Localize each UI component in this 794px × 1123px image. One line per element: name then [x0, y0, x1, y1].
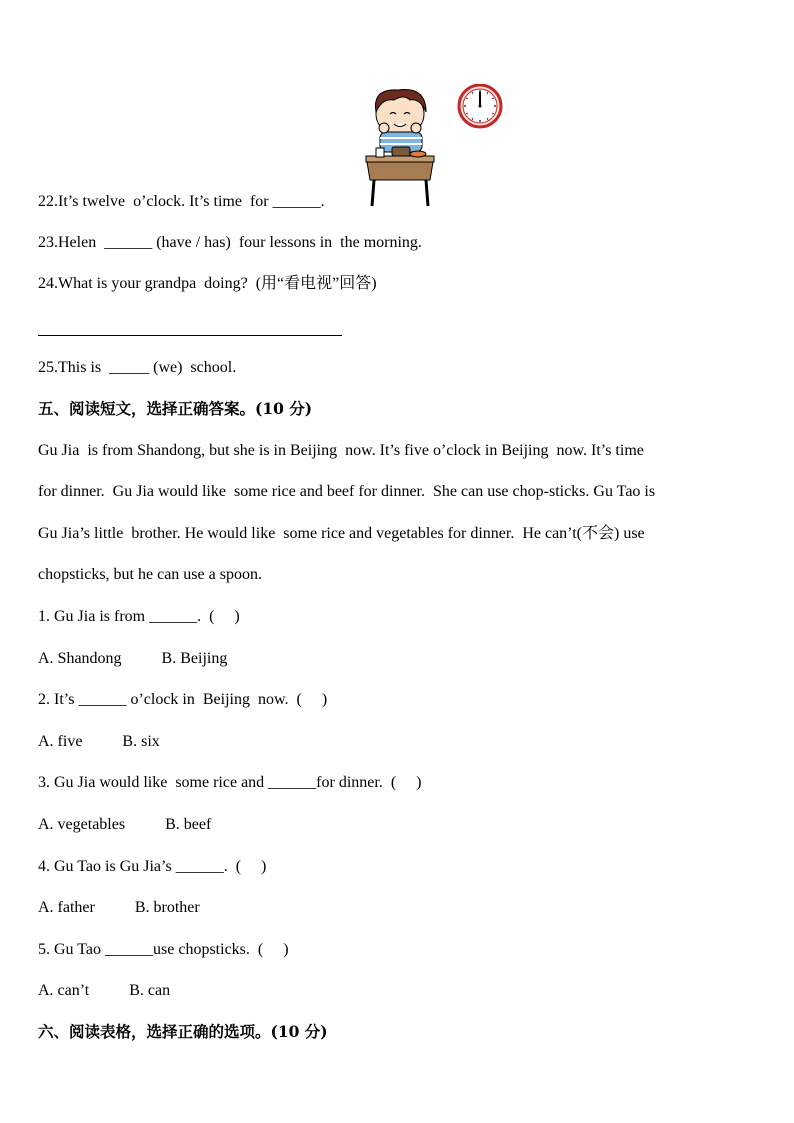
- passage-line-1: Gu Jia is from Shandong, but she is in Beijing now. It’s five o’clock in Beijing now. It’s time: [38, 442, 644, 459]
- reading-options-2: A. five B. six: [38, 733, 160, 750]
- passage-line-3: Gu Jia’s little brother. He would like some rice and vegetables for dinner. He can’t(不会) use: [38, 525, 645, 542]
- boy-icon: [375, 89, 426, 152]
- question-23: 23.Helen ______ (have / has) four lessons in the morning.: [38, 234, 422, 251]
- clock-icon: [459, 85, 501, 127]
- desk-icon: [366, 147, 434, 206]
- section-5-heading: 五、阅读短文，选择正确答案。(10 分): [38, 399, 313, 418]
- reading-options-1: A. Shandong B. Beijing: [38, 650, 228, 667]
- section-6-heading: 六、阅读表格，选择正确的选项。(10 分): [38, 1022, 328, 1041]
- reading-question-3: 3. Gu Jia would like some rice and ______for dinner. ( ): [38, 774, 422, 791]
- answer-line: [38, 335, 342, 336]
- question-25: 25.This is _____ (we) school.: [38, 359, 237, 376]
- question-24: 24.What is your grandpa doing? (用“看电视”回答): [38, 275, 377, 292]
- reading-question-5: 5. Gu Tao ______use chopsticks. ( ): [38, 941, 289, 958]
- reading-options-5: A. can’t B. can: [38, 982, 171, 999]
- reading-question-1: 1. Gu Jia is from ______. ( ): [38, 608, 240, 625]
- illustration-svg: [360, 84, 510, 210]
- boy-eating-illustration-icon: [360, 84, 510, 210]
- reading-question-4: 4. Gu Tao is Gu Jia’s ______. ( ): [38, 858, 267, 875]
- passage-line-4: chopsticks, but he can use a spoon.: [38, 566, 262, 583]
- question-22: 22.It’s twelve o’clock. It’s time for ______.: [38, 193, 325, 210]
- reading-options-4: A. father B. brother: [38, 899, 200, 916]
- passage-line-2: for dinner. Gu Jia would like some rice and beef for dinner. She can use chop-sticks. Gu Tao is: [38, 483, 656, 500]
- reading-options-3: A. vegetables B. beef: [38, 816, 212, 833]
- reading-question-2: 2. It’s ______ o’clock in Beijing now. ( ): [38, 691, 328, 708]
